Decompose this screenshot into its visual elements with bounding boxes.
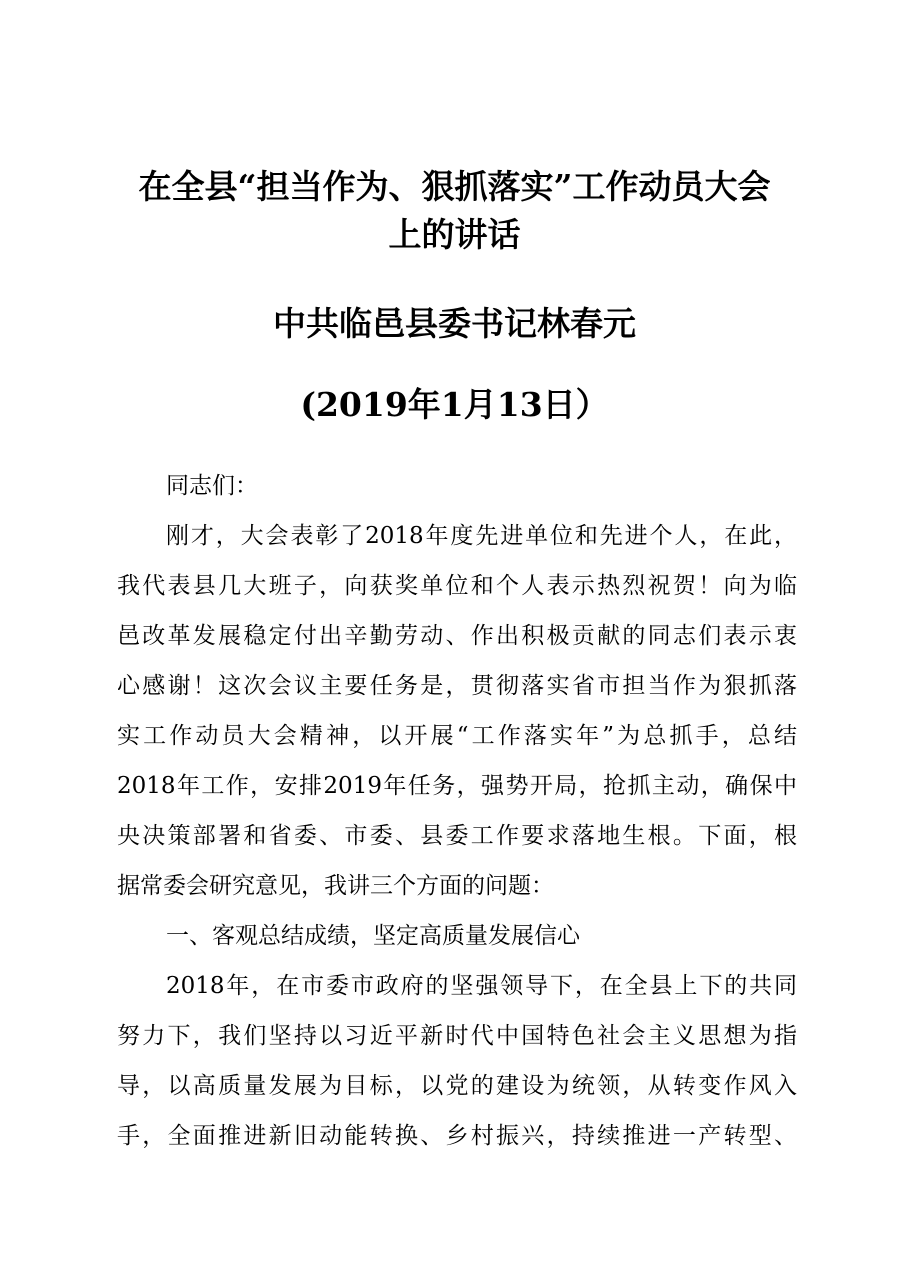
paragraph-line: 心感谢！这次会议主要任务是，贯彻落实省市担当作为狠抓落	[117, 673, 797, 699]
paragraph-line: 手，全面推进新旧动能转换、乡村振兴，持续推进一产转型、	[117, 1123, 797, 1149]
paragraph-line: 导，以高质量发展为目标，以党的建设为统领，从转变作风入	[117, 1073, 797, 1099]
paragraph-line: 刚才，大会表彰了2018年度先进单位和先进个人，在此，	[166, 523, 797, 549]
title-line-2: 上的讲话	[388, 215, 521, 254]
salutation: 同志们：	[166, 473, 258, 499]
paragraph-line: 2018年工作，安排2019年任务，强势开局，抢抓主动，确保中	[117, 773, 797, 799]
paragraph-line: 我代表县几大班子，向获奖单位和个人表示热烈祝贺！向为临	[117, 573, 797, 599]
paragraph-line: 实工作动员大会精神，以开展“工作落实年”为总抓手，总结	[117, 723, 797, 749]
paragraph-line: 努力下，我们坚持以习近平新时代中国特色社会主义思想为指	[117, 1023, 797, 1049]
date-line: (2019年1月13日）	[300, 385, 609, 424]
paragraph-line: 央决策部署和省委、市委、县委工作要求落地生根。下面，根	[117, 823, 797, 849]
speaker-line: 中共临邑县委书记林春元	[273, 304, 636, 343]
title-line-1: 在全县“担当作为、狠抓落实”工作动员大会	[138, 167, 771, 206]
section-heading: 一、客观总结成绩，坚定高质量发展信心	[166, 923, 580, 949]
paragraph-line: 据常委会研究意见，我讲三个方面的问题：	[117, 873, 554, 899]
paragraph-line: 邑改革发展稳定付出辛勤劳动、作出积极贡献的同志们表示衷	[117, 623, 797, 649]
paragraph-line: 2018年，在市委市政府的坚强领导下，在全县上下的共同	[166, 973, 797, 999]
